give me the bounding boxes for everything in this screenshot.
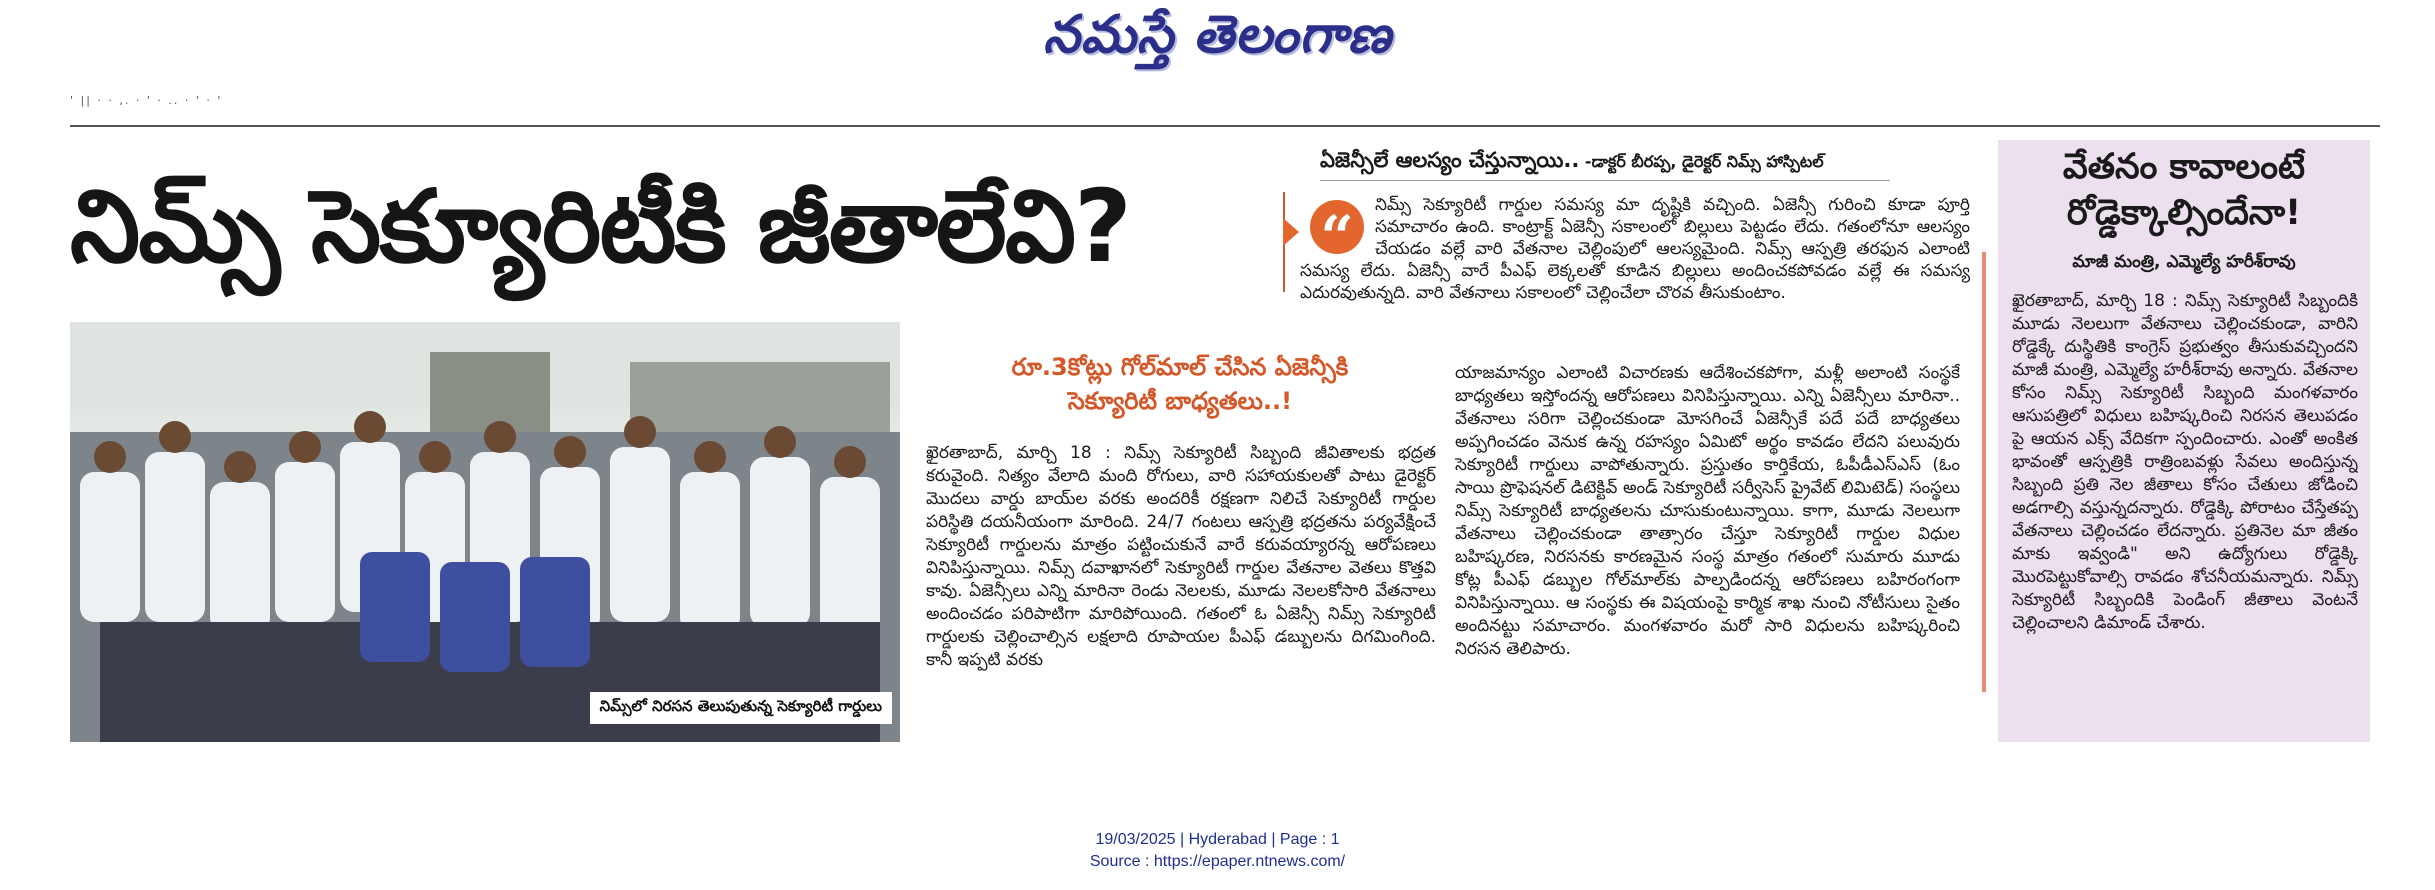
quote-body: [1300, 194, 1970, 326]
sidebar-accent-rule: [1982, 252, 1986, 692]
quote-text: నిమ్స్ సెక్యూరిటీ గార్డుల సమస్య మా దృష్టికి వచ్చింది. ఏజెన్సీ గురించి కూడా పూర్తి సమాచారం ఉంది. కాంట్రాక్ట్ ఏజెన్సీ సకాలంలో బిల్లులు పెట్టడం లేదు. గతంలోనూ ఆలస్యం చేయడం వల్లే వారి వేతనాల చెల్లింపులో ఆలస్యమైంది. నిమ్స్ ఆస్పత్రి తరఫున ఎలాంటి సమస్య లేదు. ఏజెన్సీ వారే పీఎఫ్ లెక్కలతో కూడిన బిల్లులు అందించకపోవడం వల్లే ఈ సమస్య ఎదురవుతున్నది. వారి వేతనాలు సకాలంలో చెల్లించేలా చొరవ తీసుకుంటాం.: [1300, 195, 1970, 303]
previous-article-cut-line: ' || · · ,. · ' · .. · ' · ': [70, 94, 223, 107]
subheading-line-2: సెక్యూరిటీ బాధ్యతలు..!: [1067, 387, 1293, 415]
footer-date-page: 19/03/2025 | Hyderabad | Page : 1: [1095, 831, 1340, 848]
footer-source-link[interactable]: Source : https://epaper.ntnews.com/: [1089, 853, 1346, 870]
quote-byline: -డాక్టర్ బీరప్ప, డైరెక్టర్ నిమ్స్ హాస్పిటల్: [1579, 152, 1824, 171]
quote-icon: “: [1310, 200, 1364, 254]
protest-illustration: [70, 322, 900, 742]
sidebar-title: వేతనం కావాలంటే రోడ్డెక్కాల్సిందేనా!: [2062, 147, 2306, 233]
quote-heading: [1320, 148, 1890, 178]
article-column-1: ఖైరతాబాద్, మార్చి 18 : నిమ్స్ సెక్యూరిటీ సిబ్బంది జీవితాలకు భద్రత కరువైంది. నిత్యం వేలాది మంది రోగులు, వారి సహాయకులతో పాటు డైరెక్టర్ మొదలు వార్డు బాయ్‌ల వరకు అందరికీ రక్షణగా నిలిచే సెక్యూరిటీ గార్డుల పరిస్థితి దయనీయంగా మారింది. 24/7 గంటలు ఆస్పత్రి భద్రతను పర్యవేక్షించే సెక్యూరిటీ గార్డులను మాత్రం పట్టించుకునే వారే కరువయ్యారన్న ఆరోపణలు వినిపిస్తున్నాయి. నిమ్స్ దవాఖానలో సెక్యూరిటీ గార్డుల వేతనాల వెతలు కొత్తవి కావు. ఏజెన్సీలు ఎన్ని మారినా రెండు నెలలకు, మూడు నెలలకోసారి వేతనాలు అందించడం పరిపాటిగా మారిపోయింది. గతంలో ఓ ఏజెన్సీ నిమ్స్ సెక్యూరిటీ గార్డులకు చెల్లించాల్సిన లక్షలాది రూపాయల పీఎఫ్ డబ్బులను దిగమింగింది. కానీ ఇప్పటి వరకు: [926, 443, 1436, 670]
article-column-2: యాజమాన్యం ఎలాంటి విచారణకు ఆదేశించకపోగా, మళ్లీ అలాంటి సంస్థకే బాధ్యతలు ఇస్తోందన్న ఆరోపణలు వినిపిస్తున్నాయి. ఎన్ని ఏజెన్సీలు మారినా.. వేతనాలు సరిగా చెల్లించకుండా మోసగించే ఏజెన్సీకే పదే పదే బాధ్యతలు అప్పగించడం వెనుక ఉన్న రహస్యం ఏమిటో అర్థం కావడం లేదని పలువురు సెక్యూరిటీ గార్డులు వాపోతున్నారు. ప్రస్తుతం కార్తికేయ, ఓపీడీఎస్‌ఎస్ (ఓం సాయి ప్రొఫెషనల్ డిటెక్టివ్ అండ్ సెక్యూరిటీ సర్వీసెస్ ప్రైవేట్ లిమిటెడ్) సంస్థలు నిమ్స్ సెక్యూరిటీ బాధ్యతలను చూసుకుంటున్నాయి. కాగా, మూడు నెలలుగా వేతనాలు చెల్లించకుండా తాత్సారం చేస్తూ సెక్యూరిటీ గార్డుల విధుల బహిష్కరణ, నిరసనకు కారణమైన సంస్థ మాత్రం గతంలో సుమారు మూడు కోట్ల పీఎఫ్ డబ్బుల గోల్‌మాల్‌కు పాల్పడిందన్న ఆరోపణలు బహిరంగంగా వినిపిస్తున్నాయి. ఆ సంస్థకు ఈ విషయంపై కార్మిక శాఖ నుంచి నోటీసులు సైతం అందినట్టు సమాచారం. మంగళవారం మరో సారి విధులను బహిష్కరించి నిరసన తెలిపారు.: [1455, 363, 1960, 659]
protest-photo: [70, 322, 900, 742]
sidebar-body: ఖైరతాబాద్, మార్చి 18 : నిమ్స్ సెక్యూరిటీ సిబ్బందికి మూడు నెలలుగా వేతనాలు చెల్లించకుండా, వారిని రోడ్డెక్కే దుస్థితికి కాంగ్రెస్ ప్రభుత్వం తీసుకువచ్చిందని మాజీ మంత్రి, ఎమ్మెల్యే హరీశ్‌రావు అన్నారు. వేతనాల కోసం నిమ్స్ సెక్యూరిటీ సిబ్బంది మంగళవారం ఆసుపత్రిలో విధులు బహిష్కరించి నిరసన తెలుపడం పై ఆయన ఎక్స్ వేదికగా స్పందించారు. ఎంతో అంకిత భావంతో ఆస్పత్రికి రాత్రింబవళ్లు సేవలు అందిస్తున్న సిబ్బంది ప్రతి నెల జీతాలు కోసం చేతులు జోడించి అడగాల్సి వస్తున్నదన్నారు. రోడ్డెక్కి పోరాటం చేస్తేతప్ప వేతనాలు చెల్లించడం లేదన్నారు. ప్రతినెల మా జీతం మాకు ఇవ్వండి" అని ఉద్యోగులు రోడ్డెక్కి మొరపెట్టుకోవాల్సి రావడం శోచనీయమన్నారు. నిమ్స్ సెక్యూరిటీ సిబ్బందికి పెండింగ్ జీతాలు వెంటనే చెల్లించాలని డిమాండ్ చేశారు.: [2012, 291, 2358, 633]
quote-heading-text: ఏజెన్సీలే ఆలస్యం చేస్తున్నాయి..: [1320, 148, 1580, 172]
main-headline: నిమ్స్ సెక్యూరిటీకి జీతాలేవి?: [70, 168, 1130, 285]
quote-heading-underline: [1320, 180, 1890, 181]
photo-caption: నిమ్స్‌లో నిరసన తెలుపుతున్న సెక్యూరిటీ గార్డులు: [590, 692, 892, 724]
pointer-arrow-icon: [1283, 218, 1299, 246]
masthead-divider: [70, 125, 2380, 127]
sidebar-author: మాజీ మంత్రి, ఎమ్మెల్యే హరీశ్‌రావు: [2072, 252, 2296, 272]
masthead-logo: నమస్తే తెలంగాణ: [1043, 4, 1392, 65]
article-subheading: [930, 350, 1430, 420]
subheading-line-1: రూ.3కోట్లు గోల్‌మాల్ చేసిన ఏజెన్సీకి: [1011, 353, 1349, 381]
